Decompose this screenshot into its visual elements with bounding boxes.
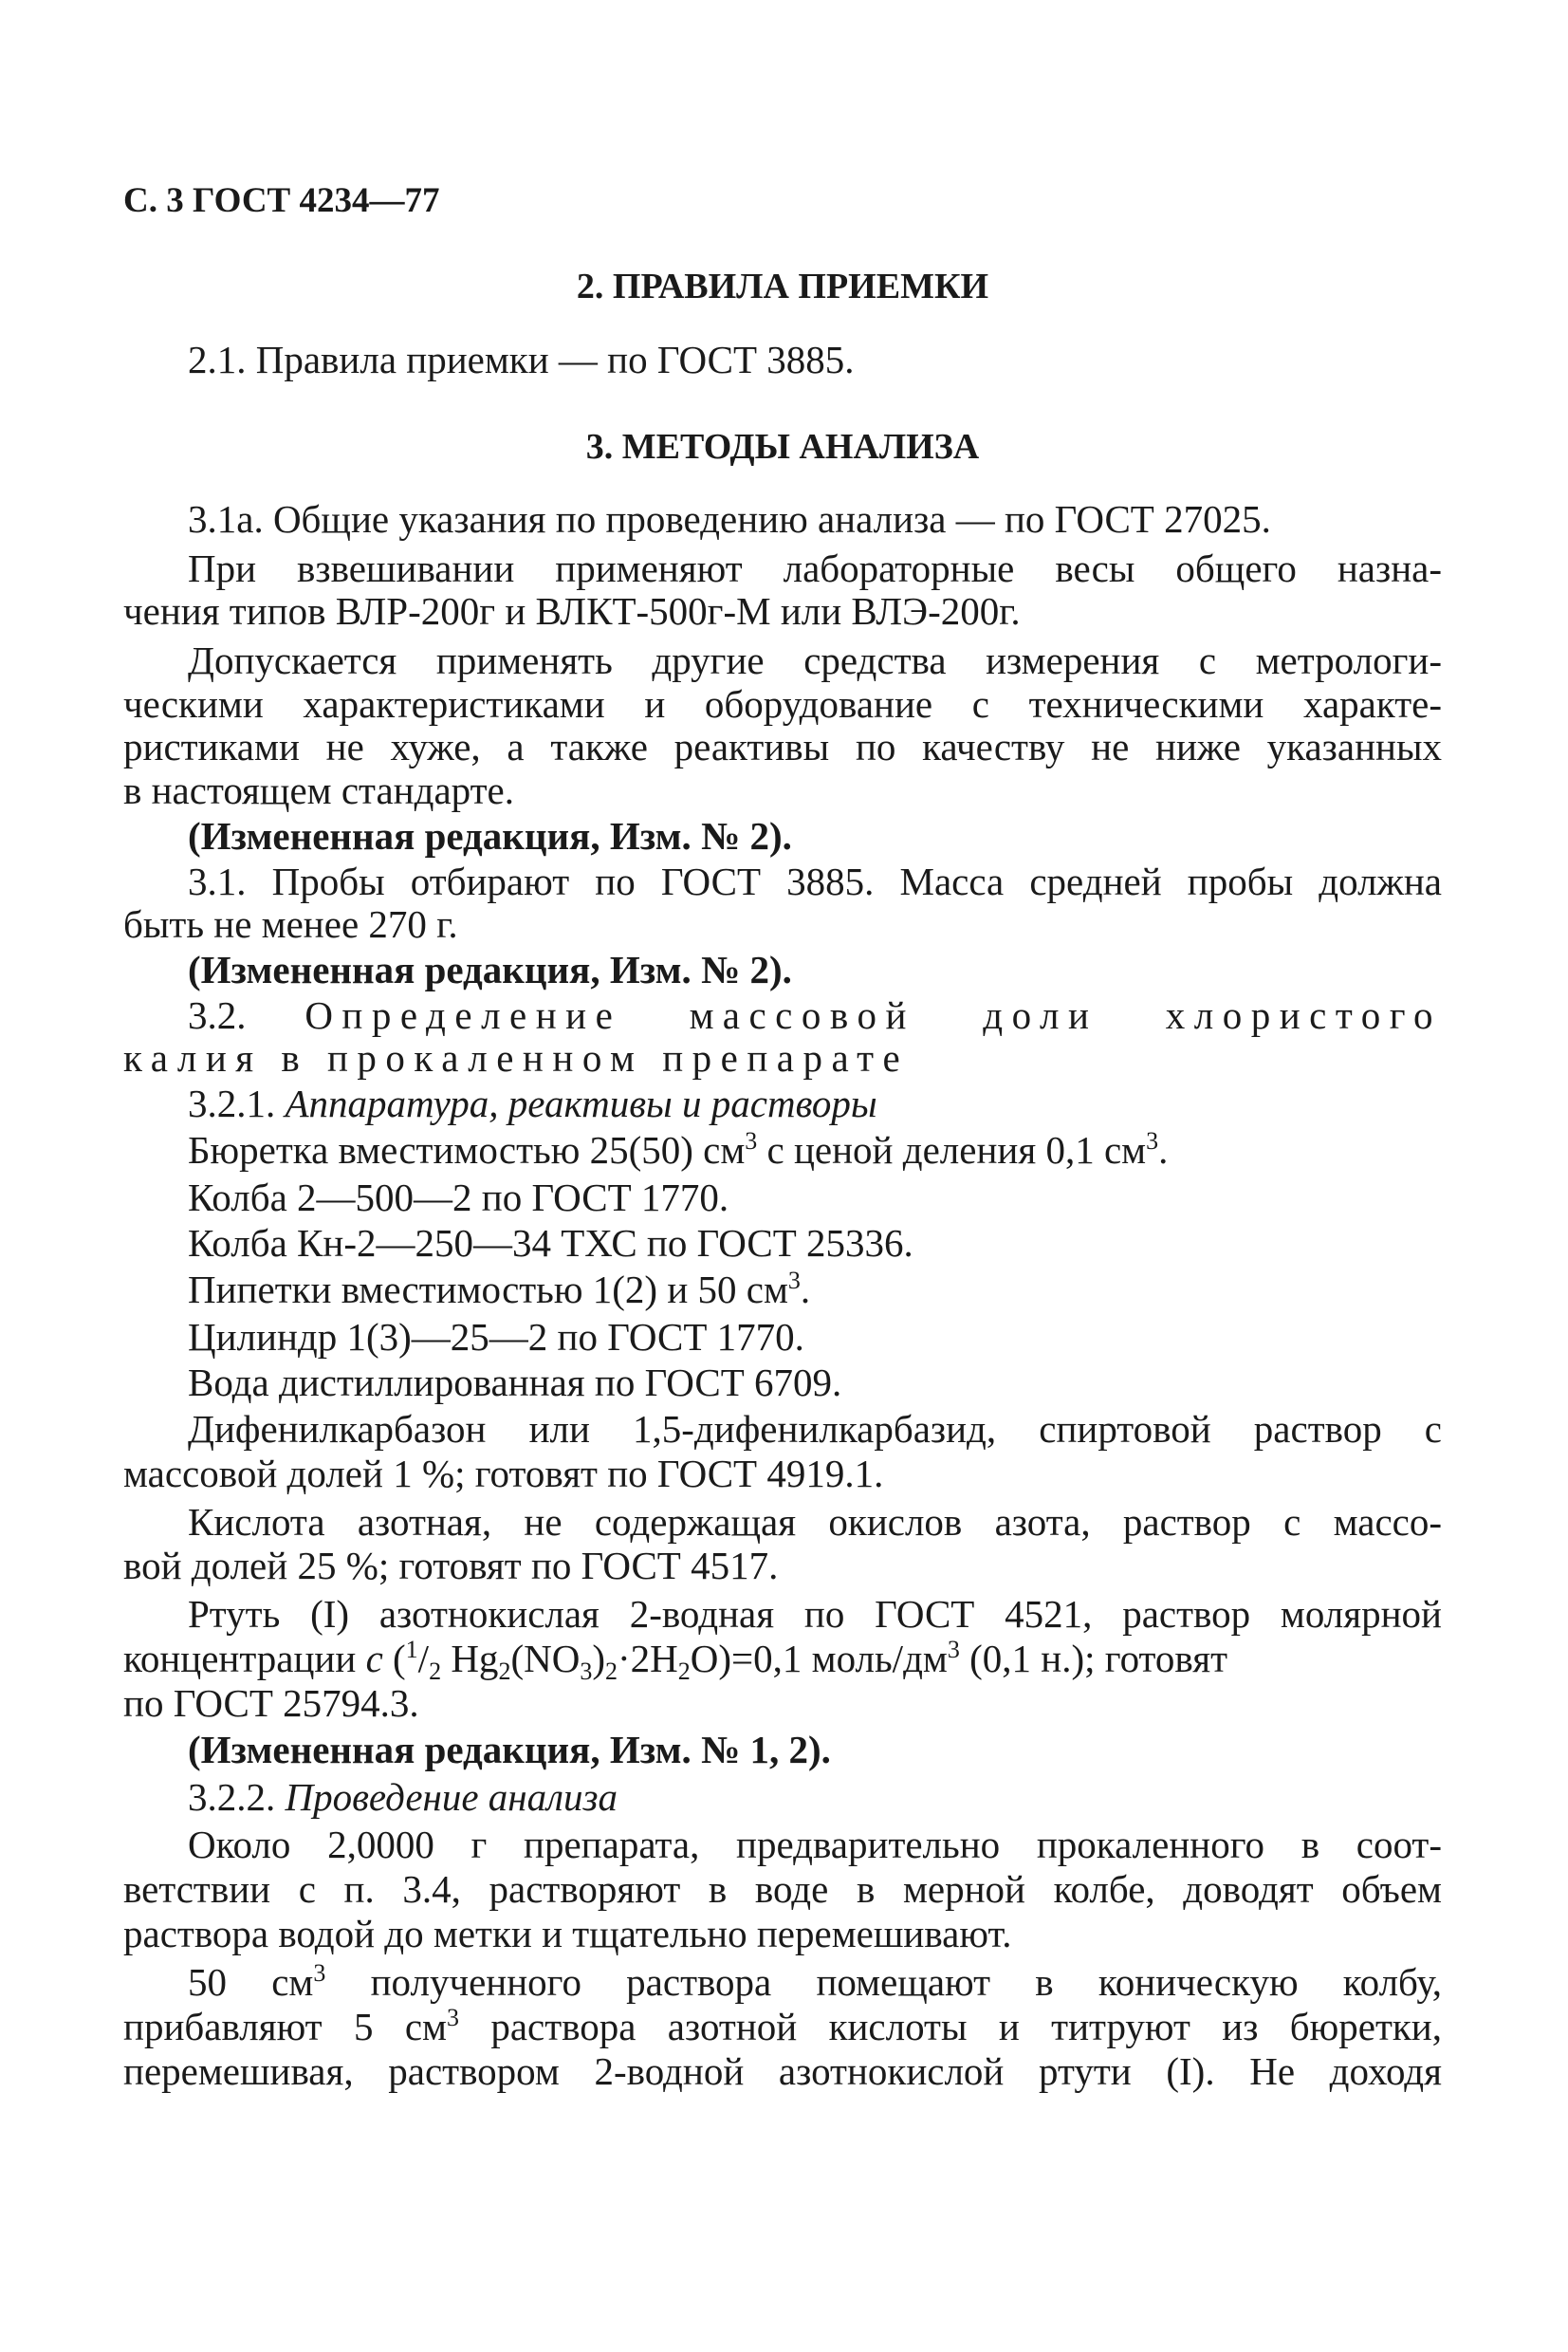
titration-line-2 [123, 2002, 1442, 2051]
subscript: 2 [498, 1658, 511, 1685]
superscript: 1 [405, 1636, 418, 1663]
acid-line-2: вой долей 25 %; готовят по ГОСТ 4517. [123, 1544, 779, 1587]
diphenyl-line-2: массовой долей 1 %; готовят по ГОСТ 4919.1. [123, 1452, 884, 1495]
superscript: 3 [947, 1636, 960, 1663]
subsection-3-2-1-number: 3.2.1. [188, 1082, 276, 1125]
burette-item [188, 1125, 1442, 1175]
burette-text-a: Бюретка вместимостью 25(50) см [188, 1128, 746, 1172]
mercury-line-1: Ртуть (I) азотнокислая 2-водная по ГОСТ 4521, раствор молярной [188, 1592, 1442, 1636]
paragraph-2-1: 2.1. Правила приемки — по ГОСТ 3885. [188, 338, 855, 381]
analysis-line-2: ветствии с п. 3.4, растворяют в воде в мерной колбе, доводят объем [123, 1867, 1442, 1911]
allowed-line-1: Допускается применять другие средства измерения с метрологи- [188, 639, 1442, 682]
amendment-note-2: (Измененная редакция, Изм. № 2). [188, 948, 792, 991]
weighing-line-2: чения типов ВЛР-200г и ВЛКТ-500г-М или ВЛЭ-200г. [123, 589, 1021, 633]
paragraph-3-1-line-1: 3.1. Пробы отбирают по ГОСТ 3885. Масса средней пробы должна [188, 860, 1442, 903]
subsection-3-2-title-part-1: Определение массовой доли хлористого [304, 993, 1443, 1037]
page-header: С. 3 ГОСТ 4234—77 [123, 181, 440, 220]
water-item: Вода дистиллированная по ГОСТ 6709. [188, 1361, 842, 1404]
amendment-note-3: (Измененная редакция, Изм. № 1, 2). [188, 1728, 831, 1771]
weighing-line-1: При взвешивании применяют лабораторные весы общего назна- [188, 546, 1442, 590]
flask-item-1: Колба 2—500—2 по ГОСТ 1770. [188, 1176, 729, 1219]
subsection-3-2-2-number: 3.2.2. [188, 1775, 276, 1819]
subscript: 2 [604, 1658, 618, 1685]
pipettes-text-b: . [800, 1268, 811, 1311]
pipettes-item [188, 1265, 1442, 1314]
text: полученного раствора помещают в коническую колбу, [325, 1960, 1442, 2004]
subsection-3-2-1-title: Аппаратура, реактивы и растворы [285, 1082, 877, 1125]
flask-item-2: Колба Кн-2—250—34 ТХС по ГОСТ 25336. [188, 1221, 913, 1265]
text: / [417, 1637, 430, 1680]
mercury-line-3: по ГОСТ 25794.3. [123, 1681, 419, 1725]
concentration-symbol: c [365, 1637, 383, 1680]
text: O)=0,1 моль/дм [690, 1637, 948, 1680]
subsection-3-2-title-part-2: калия в прокаленном препарате [123, 1036, 910, 1080]
text: прибавляют 5 см [123, 2005, 447, 2048]
pipettes-text-a: Пипетки вместимостью 1(2) и 50 см [188, 1268, 788, 1311]
paragraph-3-1-line-2: быть не менее 270 г. [123, 902, 458, 946]
titration-line-3: перемешивая, раствором 2-водной азотнокислой ртути (I). Не доходя [123, 2049, 1442, 2093]
superscript: 3 [446, 2004, 459, 2031]
text: раствора азотной кислоты и титруют из бюретки, [458, 2005, 1443, 2048]
text: (0,1 н.); готовят [959, 1637, 1228, 1680]
diphenyl-line-1: Дифенилкарбазон или 1,5-дифенилкарбазид, спиртовой раствор с [188, 1407, 1442, 1451]
subscript: 3 [580, 1658, 593, 1685]
text: Hg [441, 1637, 499, 1680]
subscript: 2 [677, 1658, 691, 1685]
analysis-line-3: раствора водой до метки и тщательно перемешивают. [123, 1912, 1012, 1955]
superscript: 3 [313, 1959, 326, 1987]
superscript: 3 [745, 1127, 758, 1155]
allowed-line-3: ристиками не хуже, а также реактивы по качеству не ниже указанных [123, 725, 1442, 769]
titration-line-1 [188, 1957, 1442, 2007]
paragraph-3-1a: 3.1а. Общие указания по проведению анализа — по ГОСТ 27025. [188, 497, 1271, 541]
subsection-3-2-number: 3.2. [188, 993, 247, 1037]
subsection-3-2-2-title: Проведение анализа [285, 1775, 618, 1819]
subscript: 2 [429, 1658, 442, 1685]
text: концентрации [123, 1637, 366, 1680]
superscript: 3 [1146, 1127, 1159, 1155]
allowed-line-2: ческими характеристиками и оборудование с техническими характе- [123, 682, 1442, 726]
allowed-line-4: в настоящем стандарте. [123, 769, 515, 812]
analysis-line-1: Около 2,0000 г препарата, предварительно прокаленного в соот- [188, 1823, 1442, 1866]
acid-line-1: Кислота азотная, не содержащая окислов азота, раствор с массо- [188, 1500, 1442, 1544]
cylinder-item: Цилиндр 1(3)—25—2 по ГОСТ 1770. [188, 1315, 804, 1359]
section-3-title: 3. МЕТОДЫ АНАЛИЗА [585, 427, 980, 467]
text: (NO [510, 1637, 581, 1680]
subsection-3-2-1-heading [188, 1079, 1442, 1128]
superscript: 3 [787, 1267, 801, 1294]
burette-text-b: с ценой деления 0,1 см [757, 1128, 1147, 1172]
amendment-note-1: (Измененная редакция, Изм. № 2). [188, 814, 792, 858]
subsection-3-2-2-heading [188, 1772, 1442, 1822]
text: ) [592, 1637, 605, 1680]
mercury-line-2 [123, 1634, 1442, 1683]
text: ·2H [617, 1637, 678, 1680]
section-2-title: 2. ПРАВИЛА ПРИЕМКИ [576, 267, 989, 306]
text: 50 см [188, 1960, 314, 2004]
text: ( [382, 1637, 406, 1680]
burette-text-c: . [1158, 1128, 1169, 1172]
